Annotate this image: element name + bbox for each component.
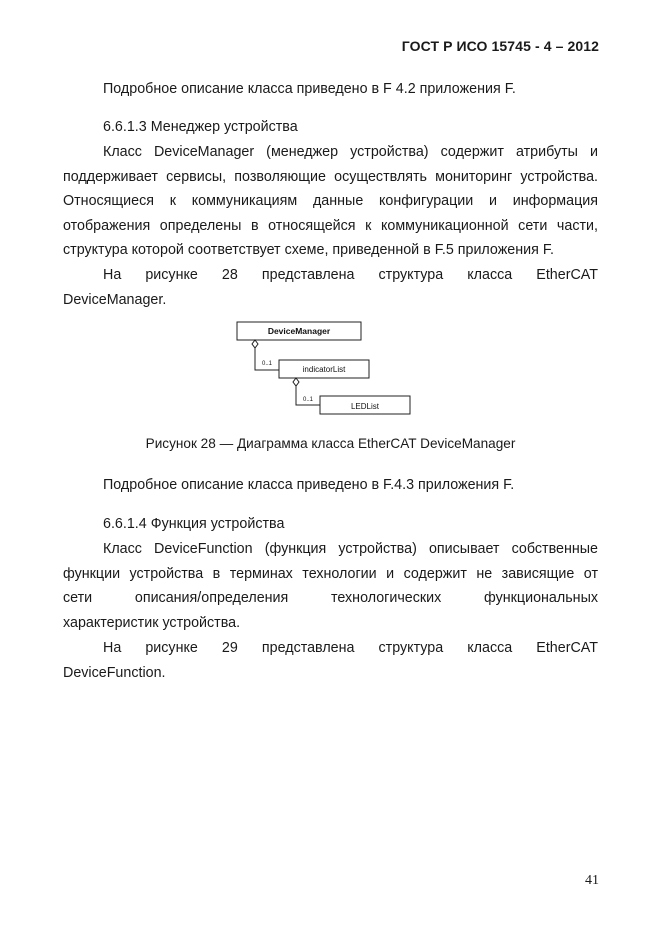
text-line: сети описания/определения технологических функциональных: [63, 590, 598, 606]
multiplicity-label: 0..1: [262, 361, 273, 367]
paragraph-class-description-ref-2: Подробное описание класса приведено в F.4.3 приложения F.: [103, 477, 515, 493]
text-line: функции устройства в терминах технологии и содержит не зависящие от: [63, 565, 598, 582]
paragraph-figure-29-intro: [63, 636, 598, 685]
aggregation-diamond: [293, 378, 299, 386]
section-heading-device-function: 6.6.1.4 Функция устройства: [103, 516, 285, 532]
figure-caption: Рисунок 28 — Диаграмма класса EtherCAT DeviceManager: [145, 436, 516, 451]
class-label-indicatorlist: indicatorList: [302, 365, 346, 374]
text-line: характеристик устройства.: [63, 614, 241, 631]
standard-header: ГОСТ Р ИСО 15745 - 4 – 2012: [401, 38, 599, 54]
aggregation-diamond: [252, 340, 258, 348]
text-line: На рисунке 29 представлена структура класса EtherCAT: [103, 640, 598, 656]
text-line: поддерживает сервисы, позволяющие осуществлять мониторинг устройства.: [63, 168, 598, 185]
class-label-ledlist: LEDList: [350, 402, 380, 411]
text-line: Класс DeviceManager (менеджер устройства) содержит атрибуты и: [103, 144, 598, 160]
text-line: Класс DeviceFunction (функция устройства) описывает собственные: [103, 541, 598, 557]
paragraph-class-description-ref-1: Подробное описание класса приведено в F 4.2 приложения F.: [103, 81, 516, 97]
multiplicity-label: 0..1: [303, 397, 314, 403]
section-heading-device-manager: 6.6.1.3 Менеджер устройства: [103, 119, 298, 135]
paragraph-device-function: [63, 537, 598, 635]
text-line: На рисунке 28 представлена структура класса EtherCAT: [103, 267, 598, 283]
text-line: DeviceManager.: [63, 291, 167, 308]
page-number: 41: [585, 873, 599, 888]
text-line: DeviceFunction.: [63, 664, 166, 681]
text-line: Относящиеся к коммуникациям данные конфигурации и информация: [63, 193, 598, 209]
text-line: структура которой соответствует схеме, приведенной в F.5 приложения F.: [63, 242, 554, 258]
text-line: отображения определены в относящейся к коммуникационной сети части,: [63, 217, 598, 234]
class-label-devicemanager: DeviceManager: [267, 326, 331, 336]
